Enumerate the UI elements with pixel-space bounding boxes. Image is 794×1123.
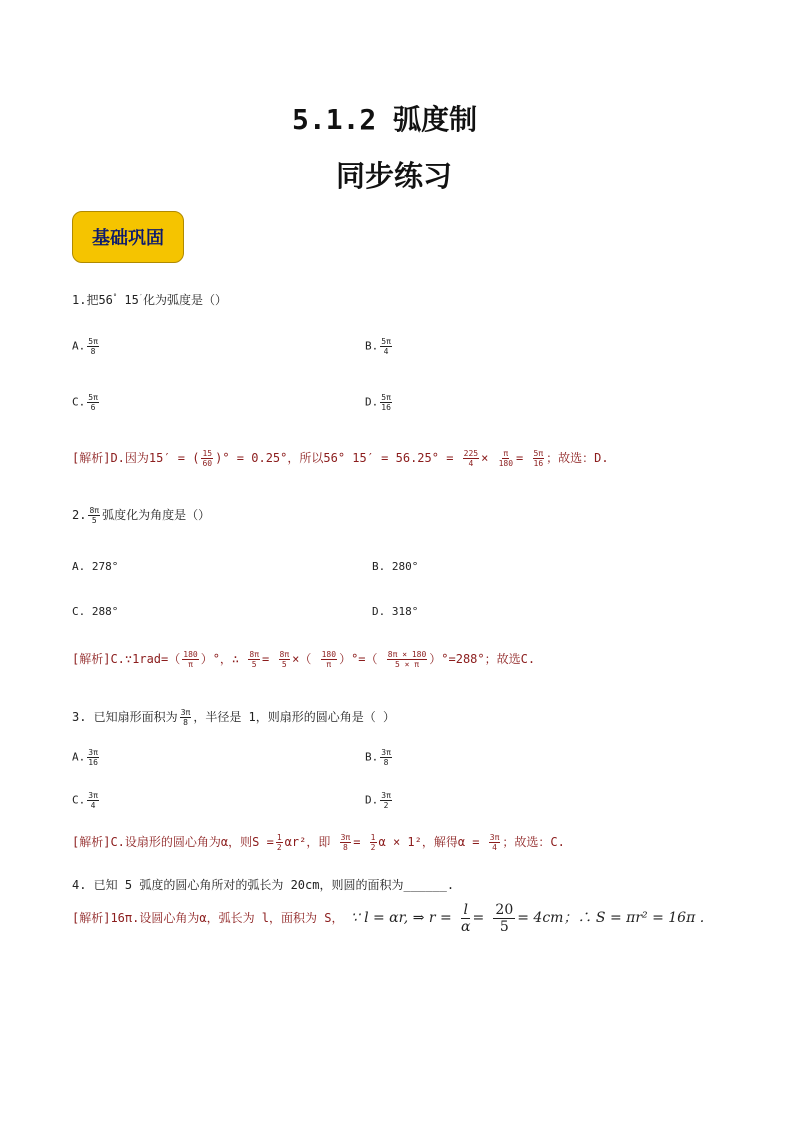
q3-option-d[interactable]: D. $\frac{3\pi}{2}$ xyxy=(365,791,391,810)
page-title: 5.1.2 弧度制 xyxy=(292,103,478,136)
question-3-stem: 3. 已知扇形面积为 $\frac{3\pi}{8}$ ，半径是 1，则扇形的圆心角是（ ） xyxy=(72,708,396,727)
section-badge-label: 基础巩固 xyxy=(92,228,164,249)
question-4-stem: 4. 已知 5 弧度的圆心角所对的弧长为 20cm，则圆的面积为______. xyxy=(72,878,455,892)
q1-option-d[interactable]: D. $\frac{5\pi}{16}$ xyxy=(365,393,391,412)
q2-option-b[interactable]: B. 280° xyxy=(372,560,419,573)
q1-option-b[interactable]: B. $\frac{5\pi}{4}$ xyxy=(365,337,391,356)
q3-option-c[interactable]: C. $\frac{3\pi}{4}$ xyxy=(72,791,98,810)
q2-option-a[interactable]: A. 278° xyxy=(72,560,119,573)
q3-option-b[interactable]: B. $\frac{3\pi}{8}$ xyxy=(365,748,391,767)
q2-option-c[interactable]: C. 288° xyxy=(72,605,119,618)
page-subtitle: 同步练习 xyxy=(336,159,453,193)
q3-option-a[interactable]: A. $\frac{3\pi}{16}$ xyxy=(72,748,98,767)
q3-solution: [解析]C.设扇形的圆心角为α，则S = $\frac{1}{2}$ αr²，即 $\frac{3\pi}{8}$ = $\frac{1}{2}$ α × 1²，解得α = $\frac{3\pi}{4}$ ；故选：C. xyxy=(72,833,565,852)
question-1-stem: 1.把56° 15′化为弧度是（） xyxy=(72,293,228,307)
q2-option-d[interactable]: D. 318° xyxy=(372,605,419,618)
section-badge xyxy=(72,211,184,263)
q1-option-a[interactable]: A. $\frac{5\pi}{8}$ xyxy=(72,337,98,356)
q1-solution: [解析]D.因为15′ = ( $\frac{15}{60}$ )° = 0.25°，所以56° 15′ = 56.25° = $\frac{225}{4}$ × $\frac{\pi}{180}$ = $\frac{5\pi}{16}$ ；故选：D. xyxy=(72,449,609,468)
question-2-stem: 2. $\frac{8\pi}{5}$ 弧度化为角度是（） xyxy=(72,506,211,525)
q1-option-c[interactable]: C. $\frac{5\pi}{6}$ xyxy=(72,393,98,412)
q2-solution: [解析]C.∵1rad=（ $\frac{180}{\pi}$ ）°，∴ $\frac{8\pi}{5}$ = $\frac{8\pi}{5}$ ×（ $\frac{180}{\pi}$ ）°=（ $\frac{8\pi \times 180}{5 \times \pi}$ ）°=288°；故选C. xyxy=(72,650,536,669)
q4-solution: [解析]16π.设圆心角为α，弧长为 l，面积为 S， ∵ l = αr, ⇒ r = $\frac{l}{\alpha}$ = $\frac{20}{5}$ = 4cm；∴ S = πr² = 16π . xyxy=(72,902,705,935)
